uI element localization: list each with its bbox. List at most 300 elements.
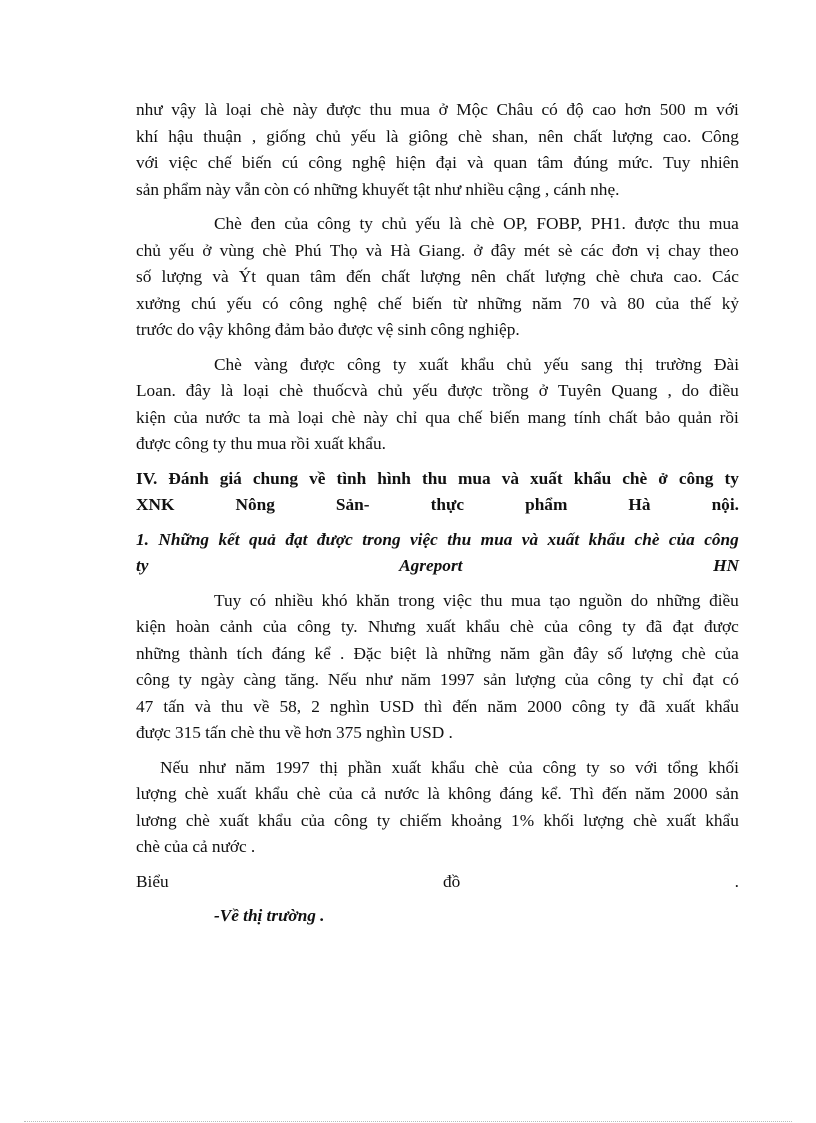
heading-h4 <box>136 466 739 519</box>
word: khẩu <box>258 810 292 830</box>
word: thu <box>447 529 472 549</box>
word: công <box>704 529 739 549</box>
word: đảm <box>274 320 305 339</box>
word: những <box>477 293 522 313</box>
word: 500 <box>659 100 686 119</box>
word: tổng <box>667 757 699 777</box>
word: có <box>541 100 558 119</box>
word: lượng <box>420 267 461 286</box>
word: của <box>544 617 569 636</box>
word: được <box>704 617 739 636</box>
word: chè <box>634 529 660 549</box>
word: giá <box>219 468 242 488</box>
word: nhẹ. <box>590 179 620 199</box>
word: tạo <box>549 590 571 610</box>
word: Ýt <box>238 267 257 286</box>
word: chú <box>191 293 217 313</box>
word: Nông <box>235 495 275 514</box>
word: Chè <box>214 354 242 374</box>
page-bottom-border <box>24 1121 792 1122</box>
word: vị <box>646 240 660 260</box>
word: thu <box>230 434 253 453</box>
word: công <box>317 214 351 233</box>
word: công <box>678 468 714 488</box>
word: hậu <box>168 126 194 146</box>
word: đồ <box>443 871 461 891</box>
word: về <box>253 696 270 716</box>
word: ty <box>178 670 192 689</box>
word: đã <box>646 617 663 636</box>
word: cánh <box>553 179 586 199</box>
word: tăng. <box>284 670 319 689</box>
word: 80 <box>627 293 645 313</box>
word: và <box>194 696 211 716</box>
word: IV. <box>136 468 158 488</box>
word: tính <box>573 407 601 427</box>
word: ty <box>586 757 600 777</box>
word: công <box>308 153 342 172</box>
word: có <box>722 670 739 689</box>
word: gần <box>539 643 565 663</box>
word: Tuy <box>214 590 242 610</box>
text-line <box>136 903 739 930</box>
word: chè <box>470 214 495 233</box>
word: năm <box>487 696 518 716</box>
word: mua <box>480 529 513 549</box>
text-line <box>136 317 739 344</box>
word: Agreport <box>399 556 463 575</box>
word: những <box>136 643 180 663</box>
text-line <box>136 150 739 177</box>
word: xuất <box>391 757 422 777</box>
word: chè <box>184 784 209 803</box>
text-line <box>136 466 739 493</box>
word: chủ <box>506 354 532 374</box>
word: khẩu <box>705 810 739 830</box>
word: khoảng <box>450 810 502 830</box>
word: xuất <box>418 354 449 374</box>
word: kỷ <box>721 293 739 313</box>
word: độ <box>566 100 584 119</box>
word: chè <box>279 381 304 400</box>
word: yếu <box>412 381 438 400</box>
word: phẩm <box>163 179 202 199</box>
word: Loan. <box>136 381 176 400</box>
text-line <box>136 97 739 124</box>
word: yếu <box>543 354 569 374</box>
word: chè <box>474 757 499 777</box>
word: năm <box>235 757 266 777</box>
word: quản <box>678 407 712 427</box>
text-line <box>136 614 739 641</box>
word: trường <box>266 906 316 925</box>
word: 315 <box>175 723 201 742</box>
word: chè <box>509 617 534 636</box>
word: ty <box>359 214 373 233</box>
word: Nếu <box>327 670 357 689</box>
word: . <box>339 643 345 663</box>
word: là <box>220 381 234 400</box>
word: đây <box>185 381 211 400</box>
word: Những <box>158 529 210 549</box>
word: Phú <box>294 240 322 260</box>
word: năm <box>500 643 530 663</box>
word: những <box>656 590 701 610</box>
word: được <box>338 320 373 339</box>
word: 58, <box>279 696 302 716</box>
word: -Về <box>214 906 239 925</box>
word: do <box>630 590 649 610</box>
word: HN <box>713 556 739 575</box>
word: thuốcvà <box>313 381 368 400</box>
word: nội. <box>711 495 739 514</box>
word: xuất <box>425 617 456 636</box>
word: biến <box>489 407 520 427</box>
word: công <box>136 670 170 689</box>
word: ty <box>136 556 149 575</box>
word: sè <box>558 240 573 260</box>
word: sản <box>136 179 160 199</box>
text-line <box>136 177 739 204</box>
paragraph-spacer <box>136 344 739 352</box>
word: chế <box>458 407 483 427</box>
word: lượng <box>515 670 556 689</box>
word: công <box>347 354 381 374</box>
word: có <box>249 590 267 610</box>
word: chất <box>608 407 638 427</box>
word: khẩu. <box>348 434 386 453</box>
word: Nhưng <box>367 617 416 636</box>
word: số <box>607 643 623 663</box>
word: là <box>427 784 440 803</box>
word: mua <box>709 214 739 233</box>
word: 1. <box>136 529 149 549</box>
word: của <box>300 810 325 830</box>
word: so <box>609 757 625 777</box>
word: là <box>425 643 438 663</box>
word: đại <box>435 153 457 172</box>
word: đạt <box>285 529 308 549</box>
word: USD <box>409 723 445 742</box>
word: công <box>334 810 368 830</box>
word: những <box>447 643 492 663</box>
word: khối <box>543 810 575 830</box>
word: chủ <box>315 126 341 146</box>
word: của <box>262 617 287 636</box>
word: khẩu <box>431 757 465 777</box>
word: cao. <box>663 126 692 146</box>
word: thu <box>480 590 503 610</box>
word: lượng <box>136 784 177 803</box>
word: của <box>284 214 309 233</box>
word: chè <box>262 240 287 260</box>
word: khó <box>321 590 348 610</box>
word: lượng <box>612 126 653 146</box>
word: , <box>251 126 257 146</box>
word: mua <box>457 468 491 488</box>
word: Tuy <box>663 153 691 172</box>
word: theo <box>708 240 739 260</box>
word: kể <box>314 643 331 663</box>
text-line <box>136 694 739 721</box>
word: chè <box>622 468 648 488</box>
word: này <box>205 179 231 199</box>
word: biến <box>412 293 443 313</box>
word: yếu <box>169 240 195 260</box>
word: và <box>365 240 383 260</box>
word: mức. <box>618 153 653 172</box>
word: ty <box>640 670 654 689</box>
word: chè <box>136 837 160 856</box>
word: kết <box>218 529 240 549</box>
word: OP, <box>503 214 528 233</box>
word: . <box>250 837 256 856</box>
word: được <box>136 723 171 742</box>
word: lượng <box>583 810 624 830</box>
word: thị <box>243 906 263 925</box>
paragraph-spacer <box>136 203 739 211</box>
word: tấn <box>205 723 227 742</box>
word: yếu <box>350 126 376 146</box>
word: kiện <box>136 407 166 427</box>
word: nghìn <box>329 696 370 716</box>
word: Đánh <box>168 468 209 488</box>
word: Đặc <box>353 643 382 663</box>
word: yếu <box>415 214 441 233</box>
word: các <box>580 240 604 260</box>
paragraph-spacer <box>136 861 739 869</box>
word: của <box>714 643 739 663</box>
word: 2 <box>311 696 320 716</box>
word: quả <box>249 529 276 549</box>
word: và <box>212 267 229 286</box>
word: nghìn <box>366 723 406 742</box>
text-line <box>136 781 739 808</box>
word: chất <box>506 267 535 286</box>
word: chung <box>252 468 299 488</box>
word: ở <box>658 468 668 488</box>
word: trong <box>398 590 435 610</box>
word: thành <box>189 643 228 663</box>
word: những <box>313 179 358 199</box>
word: như <box>434 179 462 199</box>
word: khẩu <box>705 696 739 716</box>
word: hình <box>377 468 411 488</box>
word: 2000 <box>527 696 562 716</box>
word: vệ <box>377 320 394 339</box>
word: ty <box>212 434 227 453</box>
word: xưởng <box>136 293 181 313</box>
text-line <box>136 264 739 291</box>
word: chủ <box>381 214 407 233</box>
text-line <box>136 720 739 747</box>
word: tấn <box>163 696 185 716</box>
word: này <box>363 407 389 427</box>
word: được <box>326 100 362 119</box>
word: PH1. <box>590 214 626 233</box>
word: sinh <box>397 320 427 339</box>
word: trồng <box>492 381 529 400</box>
word: hiện <box>395 153 426 172</box>
word: khí <box>136 126 159 146</box>
word: chỉ <box>396 407 418 427</box>
word: chay <box>668 240 701 260</box>
word: trước <box>136 320 173 339</box>
text-line <box>136 808 739 835</box>
word: loại <box>243 381 270 400</box>
word: năm <box>635 784 665 803</box>
word: với <box>716 100 739 119</box>
word: 1997 <box>275 757 310 777</box>
word: xuất <box>530 468 563 488</box>
word: thu <box>369 100 392 119</box>
word: mua <box>256 434 287 453</box>
word: nghệ <box>333 293 368 313</box>
word: Quang <box>611 381 658 400</box>
word: 1% <box>511 810 535 830</box>
word: công <box>578 617 612 636</box>
word: Hà <box>390 240 411 260</box>
word: công <box>542 757 577 777</box>
paragraph-p4 <box>136 588 739 747</box>
word: với <box>136 153 159 172</box>
word: loại <box>297 407 324 427</box>
text-line <box>136 667 739 694</box>
word: , <box>544 179 550 199</box>
word: thu <box>421 468 447 488</box>
word: 47 <box>136 696 154 716</box>
text-line <box>136 755 739 782</box>
word: với <box>634 757 658 777</box>
word: cao. <box>673 267 702 286</box>
word: là <box>385 126 399 146</box>
word: xuất <box>665 696 696 716</box>
word: là <box>204 100 218 119</box>
word: hơn <box>305 723 332 742</box>
word: của <box>328 784 353 803</box>
word: yếu <box>226 293 252 313</box>
word: công <box>289 293 323 313</box>
word: trường <box>655 354 702 374</box>
word: thế <box>689 293 712 313</box>
word: khẩu <box>254 784 289 803</box>
word: được <box>634 214 670 233</box>
word: quan <box>493 153 528 172</box>
word: có <box>293 179 310 199</box>
word: Giang. <box>418 240 466 260</box>
heading-h1 <box>136 527 739 580</box>
word: bảo <box>308 320 334 339</box>
word: ty <box>724 468 739 488</box>
word: , <box>667 381 672 400</box>
word: Chè <box>214 214 242 233</box>
word: rồi <box>290 434 310 453</box>
word: như <box>365 670 393 689</box>
word: sản <box>483 670 507 689</box>
word: do <box>681 381 700 400</box>
text-line <box>136 527 739 554</box>
text-line <box>136 352 739 379</box>
word: công <box>571 696 606 716</box>
word: thu <box>678 214 701 233</box>
word: XNK <box>136 495 175 514</box>
word: nên <box>470 267 496 286</box>
word: việc <box>168 153 198 172</box>
word: năm <box>401 670 431 689</box>
word: cao <box>592 100 617 119</box>
word: Công <box>701 126 739 146</box>
word: chè <box>681 643 706 663</box>
word: cậng <box>508 179 541 199</box>
text-line <box>136 238 739 265</box>
word: ta <box>248 407 261 427</box>
word: thì <box>424 696 443 716</box>
text-line <box>136 124 739 151</box>
word: biến <box>241 153 272 172</box>
paragraph-p6 <box>136 869 739 896</box>
word: điều <box>709 590 739 610</box>
text-line <box>136 378 739 405</box>
word: mang <box>527 407 566 427</box>
word: có <box>262 293 279 313</box>
word: công <box>175 434 209 453</box>
word: ở <box>202 240 212 260</box>
text-line <box>136 641 739 668</box>
text-line <box>136 405 739 432</box>
word: được <box>316 529 353 549</box>
word: ty <box>622 617 636 636</box>
word: mua <box>511 590 541 610</box>
word: thực <box>430 495 465 514</box>
word: kiện <box>136 617 166 636</box>
word: năm <box>532 293 562 313</box>
heading-h2 <box>136 903 739 930</box>
word: Nếu <box>160 757 189 777</box>
word: thị <box>319 757 338 777</box>
word: chỉ <box>662 670 684 689</box>
word: ở <box>438 100 448 119</box>
word: chè <box>458 126 483 146</box>
word: không <box>227 320 271 339</box>
word: nước <box>384 784 420 803</box>
word: và <box>521 529 539 549</box>
word: xuất <box>666 810 697 830</box>
word: khẩu <box>466 617 500 636</box>
word: việc <box>443 590 472 610</box>
word: quan <box>266 267 300 286</box>
word: của <box>564 670 589 689</box>
word: tật <box>413 179 431 199</box>
word: biệt <box>390 643 417 663</box>
word: Sản- <box>335 495 370 514</box>
word: nguồn <box>579 590 623 610</box>
word: chè <box>633 810 658 830</box>
word: xuất <box>314 434 344 453</box>
word: xuất <box>219 810 249 830</box>
word: số <box>136 267 152 286</box>
word: do <box>176 320 195 339</box>
word: cảnh <box>219 617 253 636</box>
word: ty <box>376 810 391 830</box>
word: đen <box>250 214 276 233</box>
word: vùng <box>219 240 255 260</box>
word: Tuyên <box>557 381 602 400</box>
word: mét <box>523 240 550 260</box>
word: Đài <box>714 354 739 374</box>
word: chè <box>296 784 321 803</box>
word: 2000 <box>673 784 708 803</box>
word: Thọ <box>329 240 358 260</box>
